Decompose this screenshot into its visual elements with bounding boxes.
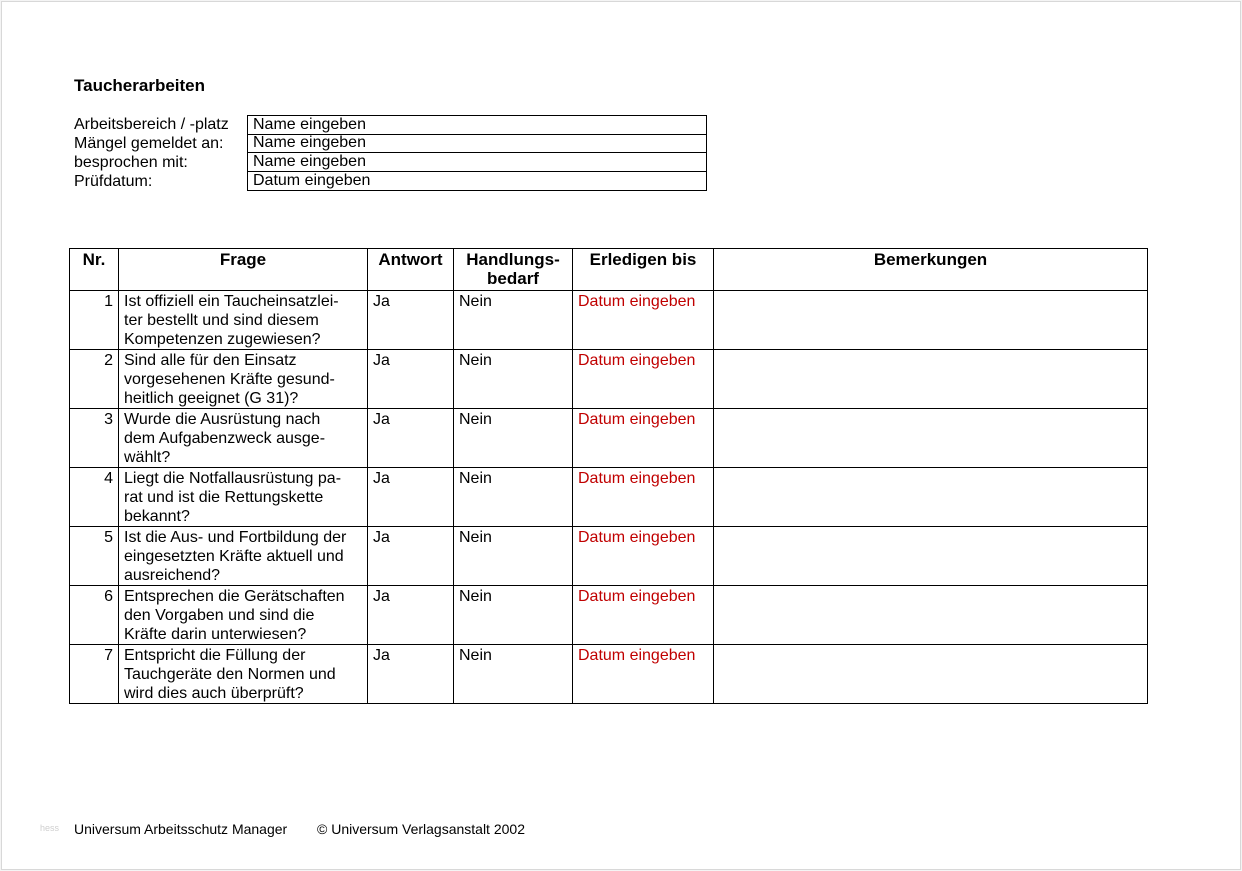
info-row-pruefdatum (74, 172, 707, 191)
answer-cell[interactable]: Ja (368, 350, 454, 409)
remarks-cell[interactable] (714, 586, 1148, 645)
footer-product: Universum Arbeitsschutz Manager (74, 821, 288, 837)
info-field-maengel[interactable]: Name eingeben (247, 134, 707, 153)
info-row-arbeitsbereich (74, 115, 707, 134)
row-number: 3 (70, 409, 119, 468)
question-cell: Entspricht die Füllung der Tauchgeräte den Normen und wird dies auch überprüft? (119, 645, 368, 704)
answer-cell[interactable]: Ja (368, 527, 454, 586)
header-bemerkungen: Bemerkungen (714, 249, 1148, 291)
answer-cell[interactable]: Ja (368, 409, 454, 468)
row-number: 6 (70, 586, 119, 645)
watermark-text: hess (40, 823, 60, 833)
due-date-cell[interactable]: Datum eingeben (573, 468, 714, 527)
header-handlungsbedarf-line1: Handlungs- (466, 250, 560, 269)
table-row (70, 586, 1148, 645)
row-number: 2 (70, 350, 119, 409)
info-label: Mängel gemeldet an: (74, 135, 224, 152)
question-cell: Ist die Aus- und Fortbildung der eingesetzten Kräfte aktuell und ausreichend? (119, 527, 368, 586)
remarks-cell[interactable] (714, 291, 1148, 350)
remarks-cell[interactable] (714, 527, 1148, 586)
info-label: Prüfdatum: (74, 173, 153, 190)
info-field-besprochen[interactable]: Name eingeben (247, 153, 707, 172)
question-cell: Sind alle für den Einsatz vorgesehenen Kräfte gesund- heitlich geeignet (G 31)? (119, 350, 368, 409)
remarks-cell[interactable] (714, 409, 1148, 468)
remarks-cell[interactable] (714, 350, 1148, 409)
row-number: 7 (70, 645, 119, 704)
table-row (70, 409, 1148, 468)
info-field-pruefdatum[interactable]: Datum eingeben (247, 172, 707, 191)
header-handlungsbedarf (454, 249, 573, 291)
action-need-cell[interactable]: Nein (454, 409, 573, 468)
info-label: besprochen mit: (74, 154, 188, 171)
question-cell: Entsprechen die Gerätschaften den Vorgaben und sind die Kräfte darin unterwiesen? (119, 586, 368, 645)
document-page (1, 1, 1241, 870)
due-date-cell[interactable]: Datum eingeben (573, 645, 714, 704)
row-number: 5 (70, 527, 119, 586)
header-nr: Nr. (70, 249, 119, 291)
header-erledigen-bis: Erledigen bis (573, 249, 714, 291)
action-need-cell[interactable]: Nein (454, 468, 573, 527)
due-date-cell[interactable]: Datum eingeben (573, 409, 714, 468)
question-cell: Wurde die Ausrüstung nach dem Aufgabenzweck ausge- wählt? (119, 409, 368, 468)
action-need-cell[interactable]: Nein (454, 527, 573, 586)
table-row (70, 291, 1148, 350)
action-need-cell[interactable]: Nein (454, 586, 573, 645)
table-row (70, 468, 1148, 527)
info-row-besprochen (74, 153, 707, 172)
header-antwort: Antwort (368, 249, 454, 291)
header-frage: Frage (119, 249, 368, 291)
info-block (74, 115, 707, 191)
answer-cell[interactable]: Ja (368, 645, 454, 704)
due-date-cell[interactable]: Datum eingeben (573, 527, 714, 586)
table-row (70, 645, 1148, 704)
header-handlungsbedarf-line2: bedarf (487, 269, 539, 288)
info-field-arbeitsbereich[interactable]: Name eingeben (247, 115, 707, 135)
checklist-table (69, 248, 1148, 704)
due-date-cell[interactable]: Datum eingeben (573, 350, 714, 409)
answer-cell[interactable]: Ja (368, 291, 454, 350)
remarks-cell[interactable] (714, 645, 1148, 704)
question-cell: Ist offiziell ein Taucheinsatzlei- ter bestellt und sind diesem Kompetenzen zugewiesen? (119, 291, 368, 350)
answer-cell[interactable]: Ja (368, 468, 454, 527)
footer-copyright: © Universum Verlagsanstalt 2002 (317, 821, 525, 837)
table-header-row (70, 249, 1148, 291)
action-need-cell[interactable]: Nein (454, 291, 573, 350)
table-row (70, 350, 1148, 409)
info-row-maengel (74, 134, 707, 153)
table-row (70, 527, 1148, 586)
remarks-cell[interactable] (714, 468, 1148, 527)
document-title: Taucherarbeiten (74, 76, 206, 95)
question-cell: Liegt die Notfallausrüstung pa- rat und ist die Rettungskette bekannt? (119, 468, 368, 527)
action-need-cell[interactable]: Nein (454, 645, 573, 704)
row-number: 4 (70, 468, 119, 527)
action-need-cell[interactable]: Nein (454, 350, 573, 409)
answer-cell[interactable]: Ja (368, 586, 454, 645)
row-number: 1 (70, 291, 119, 350)
info-label: Arbeitsbereich / -platz (74, 116, 229, 133)
due-date-cell[interactable]: Datum eingeben (573, 586, 714, 645)
due-date-cell[interactable]: Datum eingeben (573, 291, 714, 350)
